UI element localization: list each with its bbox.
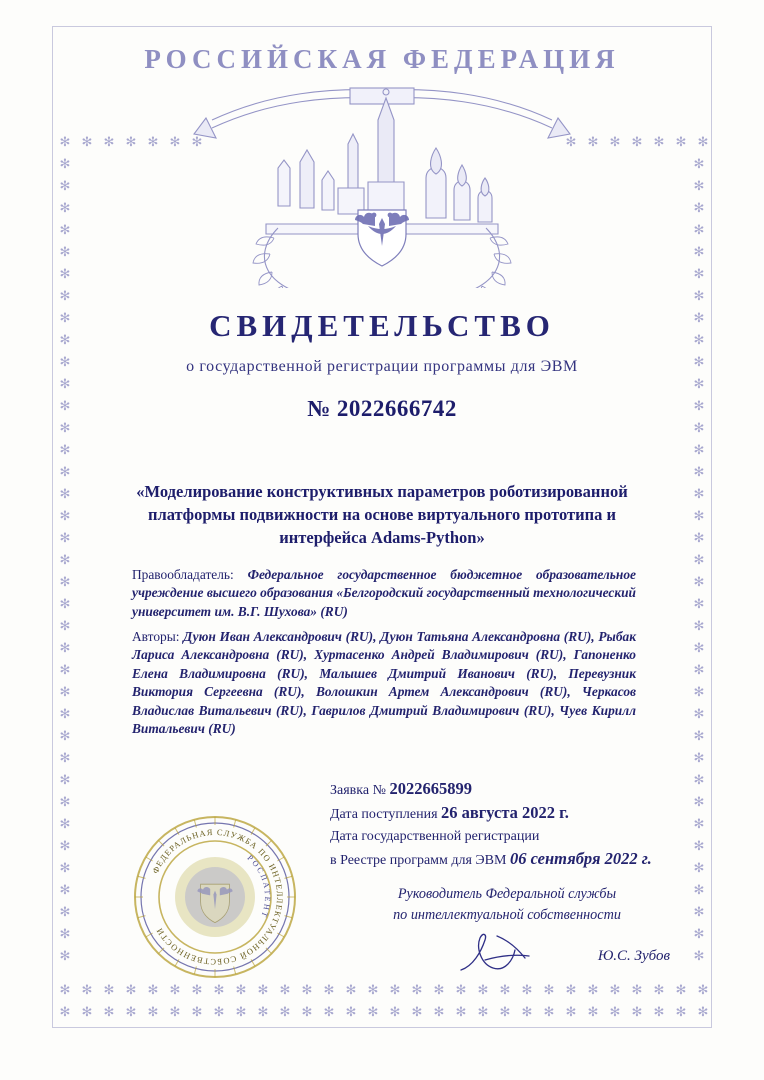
ornament-unit: ✻ <box>631 1005 643 1020</box>
ornament-unit: ✻ <box>693 355 705 370</box>
ornament-unit: ✻ <box>693 575 705 590</box>
ornament-unit: ✻ <box>59 289 71 304</box>
registry-row <box>330 848 650 872</box>
ornament-unit: ✻ <box>693 641 705 656</box>
ornament-unit: ✻ <box>59 465 71 480</box>
ornament-unit: ✻ <box>693 795 705 810</box>
ornament-unit: ✻ <box>323 1005 335 1020</box>
ornament-unit: ✻ <box>59 421 71 436</box>
ornament-unit: ✻ <box>125 983 137 998</box>
ornament-unit: ✻ <box>59 795 71 810</box>
ornament-unit: ✻ <box>59 267 71 282</box>
ornament-unit: ✻ <box>697 135 709 150</box>
authors-block <box>132 628 636 738</box>
ornament-unit: ✻ <box>693 509 705 524</box>
ornament-unit: ✻ <box>301 1005 313 1020</box>
ornament-unit: ✻ <box>693 157 705 172</box>
ornament-unit: ✻ <box>693 443 705 458</box>
ornament-unit: ✻ <box>213 983 225 998</box>
ornament-unit: ✻ <box>169 1005 181 1020</box>
ornament-unit: ✻ <box>257 983 269 998</box>
ornament-unit: ✻ <box>565 983 577 998</box>
ornament-unit: ✻ <box>301 983 313 998</box>
ornament-unit: ✻ <box>389 1005 401 1020</box>
rights-holder-block <box>132 566 636 621</box>
program-title: «Моделирование конструктивных параметров роботизированной платформы подвижности на основе виртуального прототипа и интерфейса Adams-Python» <box>136 482 628 547</box>
ornament-unit: ✻ <box>693 751 705 766</box>
ornament-unit: ✻ <box>693 839 705 854</box>
ornament-unit: ✻ <box>693 377 705 392</box>
ornament-unit: ✻ <box>693 817 705 832</box>
ornament-unit: ✻ <box>59 1005 71 1020</box>
ornament-unit: ✻ <box>103 135 115 150</box>
signer-title <box>352 884 662 926</box>
ornament-unit: ✻ <box>693 465 705 480</box>
ornament-unit: ✻ <box>367 1005 379 1020</box>
ornament-unit: ✻ <box>59 927 71 942</box>
ornament-unit: ✻ <box>693 729 705 744</box>
ornament-unit: ✻ <box>125 135 137 150</box>
ornament-unit: ✻ <box>367 983 379 998</box>
ornament-unit: ✻ <box>499 1005 511 1020</box>
ornament-unit: ✻ <box>543 983 555 998</box>
ornament-unit: ✻ <box>693 201 705 216</box>
ornament-unit: ✻ <box>543 1005 555 1020</box>
ornament-unit: ✻ <box>587 135 599 150</box>
ornament-unit: ✻ <box>389 983 401 998</box>
ornament-unit: ✻ <box>693 949 705 964</box>
ornament-unit: ✻ <box>279 1005 291 1020</box>
ornament-unit: ✻ <box>499 983 511 998</box>
ornament-unit: ✻ <box>59 861 71 876</box>
ornament-unit: ✻ <box>521 983 533 998</box>
ornament-unit: ✻ <box>675 1005 687 1020</box>
ornament-unit: ✻ <box>693 553 705 568</box>
ornament-unit: ✻ <box>587 983 599 998</box>
ornament-unit: ✻ <box>59 443 71 458</box>
registration-date-label: Дата государственной регистрации <box>330 829 540 844</box>
ornament-unit: ✻ <box>609 1005 621 1020</box>
ornament-unit: ✻ <box>697 983 709 998</box>
ornament-unit: ✻ <box>693 619 705 634</box>
signer-title-line1: Руководитель Федеральной службы <box>397 886 617 902</box>
ornament-unit: ✻ <box>59 355 71 370</box>
application-details <box>330 778 650 872</box>
ornament-unit: ✻ <box>433 983 445 998</box>
ornament-unit: ✻ <box>693 685 705 700</box>
seal-inner-text: РОСПАТЕНТ <box>245 853 273 921</box>
ornament-unit: ✻ <box>59 509 71 524</box>
ornament-unit: ✻ <box>59 685 71 700</box>
received-date-label: Дата поступления <box>330 807 438 822</box>
ornament-unit: ✻ <box>81 983 93 998</box>
application-number-label: Заявка № <box>330 783 386 798</box>
ornament-unit: ✻ <box>59 311 71 326</box>
ornament-unit: ✻ <box>411 983 423 998</box>
ornament-unit: ✻ <box>693 289 705 304</box>
ornament-unit: ✻ <box>609 983 621 998</box>
ornament-unit: ✻ <box>693 223 705 238</box>
registration-date-value: 06 сентября 2022 г. <box>509 849 652 868</box>
ornament-unit: ✻ <box>693 883 705 898</box>
ornament-unit: ✻ <box>411 1005 423 1020</box>
ornament-unit: ✻ <box>59 487 71 502</box>
ornament-unit: ✻ <box>693 399 705 414</box>
ornament-unit: ✻ <box>59 377 71 392</box>
ornament-unit: ✻ <box>81 1005 93 1020</box>
ornament-unit: ✻ <box>147 135 159 150</box>
ornament-unit: ✻ <box>103 983 115 998</box>
ornament-unit: ✻ <box>675 983 687 998</box>
ornament-unit: ✻ <box>693 597 705 612</box>
ornament-unit: ✻ <box>103 1005 115 1020</box>
state-emblem-illustration <box>182 78 582 288</box>
ornament-unit: ✻ <box>455 1005 467 1020</box>
certificate-number: № 2022666742 <box>307 396 457 421</box>
ornament-unit: ✻ <box>147 1005 159 1020</box>
certificate-title: СВИДЕТЕЛЬСТВО <box>209 308 555 343</box>
ornament-unit: ✻ <box>59 751 71 766</box>
received-date-value: 26 августа 2022 г. <box>441 803 569 822</box>
ornament-unit: ✻ <box>59 553 71 568</box>
ornament-unit: ✻ <box>169 983 181 998</box>
ornament-unit: ✻ <box>59 905 71 920</box>
ornament-unit: ✻ <box>59 817 71 832</box>
ornament-unit: ✻ <box>693 773 705 788</box>
ornament-unit: ✻ <box>653 1005 665 1020</box>
application-number-value: 2022665899 <box>389 779 472 798</box>
ornament-unit: ✻ <box>59 619 71 634</box>
signer-title-line2: по интеллектуальной собственности <box>393 907 621 923</box>
ornament-unit: ✻ <box>693 311 705 326</box>
ornament-unit: ✻ <box>693 663 705 678</box>
rights-holder-label: Правообладатель: <box>132 567 234 582</box>
ornament-unit: ✻ <box>191 135 203 150</box>
ornament-unit: ✻ <box>125 1005 137 1020</box>
ornament-unit: ✻ <box>59 399 71 414</box>
ornament-unit: ✻ <box>587 1005 599 1020</box>
ornament-unit: ✻ <box>653 983 665 998</box>
ornament-unit: ✻ <box>693 531 705 546</box>
authors-label: Авторы: <box>132 629 180 644</box>
ornament-unit: ✻ <box>59 333 71 348</box>
ornament-unit: ✻ <box>59 839 71 854</box>
ornament-unit: ✻ <box>191 983 203 998</box>
ornament-unit: ✻ <box>693 245 705 260</box>
ornament-unit: ✻ <box>59 597 71 612</box>
seal-outer-text: ФЕДЕРАЛЬНАЯ СЛУЖБА ПО ИНТЕЛЛЕКТУАЛЬНОЙ СОБСТВЕННОСТИ <box>150 827 285 967</box>
ornament-unit: ✻ <box>693 707 705 722</box>
ornament-unit: ✻ <box>693 333 705 348</box>
ornament-unit: ✻ <box>565 1005 577 1020</box>
ornament-unit: ✻ <box>693 927 705 942</box>
ornament-unit: ✻ <box>521 1005 533 1020</box>
ornament-unit: ✻ <box>59 575 71 590</box>
ornament-unit: ✻ <box>609 135 621 150</box>
official-seal <box>130 812 300 982</box>
registration-date-label-row <box>330 826 650 848</box>
ornament-unit: ✻ <box>59 135 71 150</box>
application-number-row <box>330 778 650 802</box>
ornament-unit: ✻ <box>433 1005 445 1020</box>
ornament-unit: ✻ <box>147 983 159 998</box>
ornament-unit: ✻ <box>693 487 705 502</box>
ornament-unit: ✻ <box>59 641 71 656</box>
certificate-subtitle: о государственной регистрации программы для ЭВМ <box>186 358 578 375</box>
ornament-unit: ✻ <box>697 1005 709 1020</box>
ornament-unit: ✻ <box>345 983 357 998</box>
ornament-unit: ✻ <box>59 201 71 216</box>
ornament-unit: ✻ <box>235 1005 247 1020</box>
ornament-unit: ✻ <box>675 135 687 150</box>
ornament-unit: ✻ <box>477 983 489 998</box>
ornament-unit: ✻ <box>59 245 71 260</box>
ornament-unit: ✻ <box>191 1005 203 1020</box>
signer-name: Ю.С. Зубов <box>597 948 670 964</box>
ornament-unit: ✻ <box>477 1005 489 1020</box>
ornament-unit: ✻ <box>565 135 577 150</box>
ornament-unit: ✻ <box>213 1005 225 1020</box>
signature-mark <box>455 930 545 978</box>
ornament-unit: ✻ <box>59 223 71 238</box>
ornament-unit: ✻ <box>169 135 181 150</box>
authors-value: Дуюн Иван Александрович (RU), Дуюн Татьяна Александровна (RU), Рыбак Лариса Александровна (RU), Хуртасенко Андрей Владимирович (RU), Гапоненко Елена Владимировна (RU), Малышев Дмитрий Иванович (RU), Перевузник Виктория Сергеевна (RU), Волошкин Артем Александрович (RU), Черкасов Владислав Витальевич (RU), Гаврилов Дмитрий Владимирович (RU), Чуев Кирилл Витальевич (RU) <box>132 629 636 737</box>
ornament-unit: ✻ <box>693 905 705 920</box>
ornament-unit: ✻ <box>693 421 705 436</box>
country-header: РОССИЙСКАЯ ФЕДЕРАЦИЯ <box>144 44 620 74</box>
ornament-unit: ✻ <box>59 949 71 964</box>
ornament-unit: ✻ <box>653 135 665 150</box>
ornament-unit: ✻ <box>59 663 71 678</box>
ornament-unit: ✻ <box>81 135 93 150</box>
received-date-row <box>330 802 650 826</box>
ornament-unit: ✻ <box>693 179 705 194</box>
ornament-unit: ✻ <box>59 883 71 898</box>
ornament-unit: ✻ <box>59 531 71 546</box>
ornament-unit: ✻ <box>455 983 467 998</box>
ornament-unit: ✻ <box>631 983 643 998</box>
ornament-unit: ✻ <box>279 983 291 998</box>
rights-holder-value: Федеральное государственное бюджетное образовательное учреждение высшего образования «Белгородский государственный технологический университет им. В.Г. Шухова» (RU) <box>132 567 636 619</box>
ornament-unit: ✻ <box>257 1005 269 1020</box>
ornament-unit: ✻ <box>59 729 71 744</box>
ornament-unit: ✻ <box>59 179 71 194</box>
ornament-unit: ✻ <box>323 983 335 998</box>
ornament-unit: ✻ <box>59 773 71 788</box>
ornament-unit: ✻ <box>345 1005 357 1020</box>
ornament-unit: ✻ <box>59 157 71 172</box>
registry-label: в Реестре программ для ЭВМ <box>330 853 507 868</box>
ornament-unit: ✻ <box>59 983 71 998</box>
ornament-unit: ✻ <box>59 707 71 722</box>
ornament-unit: ✻ <box>693 267 705 282</box>
ornament-unit: ✻ <box>235 983 247 998</box>
ornament-unit: ✻ <box>693 861 705 876</box>
ornament-unit: ✻ <box>631 135 643 150</box>
